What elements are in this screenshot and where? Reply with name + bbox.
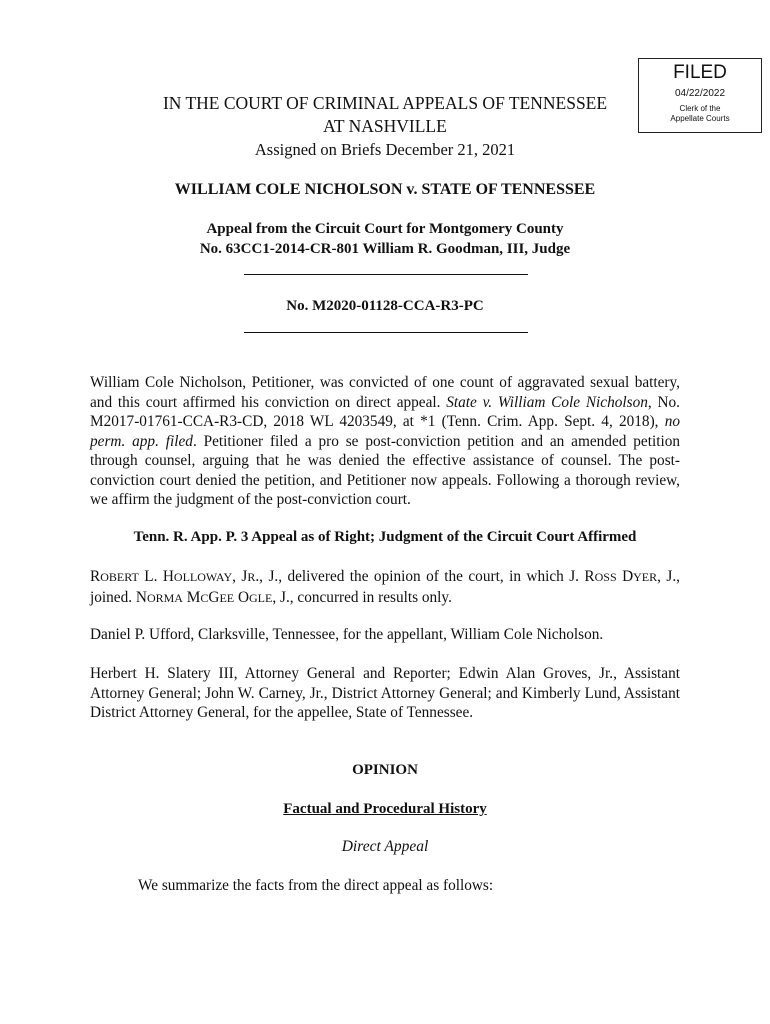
case-citation-name: State v. William Cole Nicholson xyxy=(446,393,648,411)
subsection-heading: Direct Appeal xyxy=(341,838,429,855)
court-location: AT NASHVILLE xyxy=(323,116,447,136)
lower-court-number: No. 63CC1-2014-CR-801 William R. Goodman, III, Judge xyxy=(199,241,571,257)
divider-top xyxy=(244,274,528,275)
docket-number: No. M2020-01128-CCA-R3-PC xyxy=(286,298,484,314)
court-name: IN THE COURT OF CRIMINAL APPEALS OF TENNESSEE xyxy=(162,93,608,113)
section-heading: Factual and Procedural History xyxy=(283,801,487,817)
no-perm-note: no perm. app. filed xyxy=(90,413,680,450)
appellate-courts-line: Appellate Courts xyxy=(670,114,730,123)
case-caption: WILLIAM COLE NICHOLSON v. STATE OF TENNESSEE xyxy=(174,181,596,198)
opinion-heading: OPINION xyxy=(352,762,418,778)
appellant-counsel: Daniel P. Ufford, Clarksville, Tennessee, for the appellant, William Cole Nicholson. xyxy=(90,626,604,643)
author-line: ROBERT L. HOLLOWAY, JR., J., delivered the opinion of the court, in which J. ROSS DYER, J., joined. NORMA MCGEE OGLE, J., concurred in results only. xyxy=(90,568,680,606)
appeal-origin: Appeal from the Circuit Court for Montgomery County xyxy=(206,221,564,237)
filed-label: FILED xyxy=(673,62,727,83)
intro-sentence: We summarize the facts from the direct appeal as follows: xyxy=(138,877,494,894)
filed-date: 04/22/2022 xyxy=(674,88,726,99)
clerk-line: Clerk of the xyxy=(679,104,721,113)
case-summary: William Cole Nicholson, Petitioner, was convicted of one count of aggravated sexual battery, and this court affirmed his conviction on direct appeal. State v. William Cole Nicholson, No. M2017-01761-CCA-R3-CD, 2018 WL 4203549, at *1 (Tenn. Crim. App. Sept. 4, 2018), no perm. app. filed. Petitioner filed a pro se post-conviction petition and an amended petition through counsel, arguing that he was denied the effective assistance of counsel. The post-conviction court denied the petition, and Petitioner now appeals. Following a thorough review, we affirm the judgment of the post-conviction court. xyxy=(90,374,681,508)
appellee-counsel: Herbert H. Slatery III, Attorney General and Reporter; Edwin Alan Groves, Jr., Assistant Attorney General; John W. Carney, Jr., District Attorney General; and Kimberly Lund, Assistant District Attorney General, for the appellee, State of Tennessee. xyxy=(90,665,680,721)
holding-line: Tenn. R. App. P. 3 Appeal as of Right; Judgment of the Circuit Court Affirmed xyxy=(133,529,637,545)
divider-bottom xyxy=(244,332,528,333)
assigned-date: Assigned on Briefs December 21, 2021 xyxy=(254,140,516,159)
